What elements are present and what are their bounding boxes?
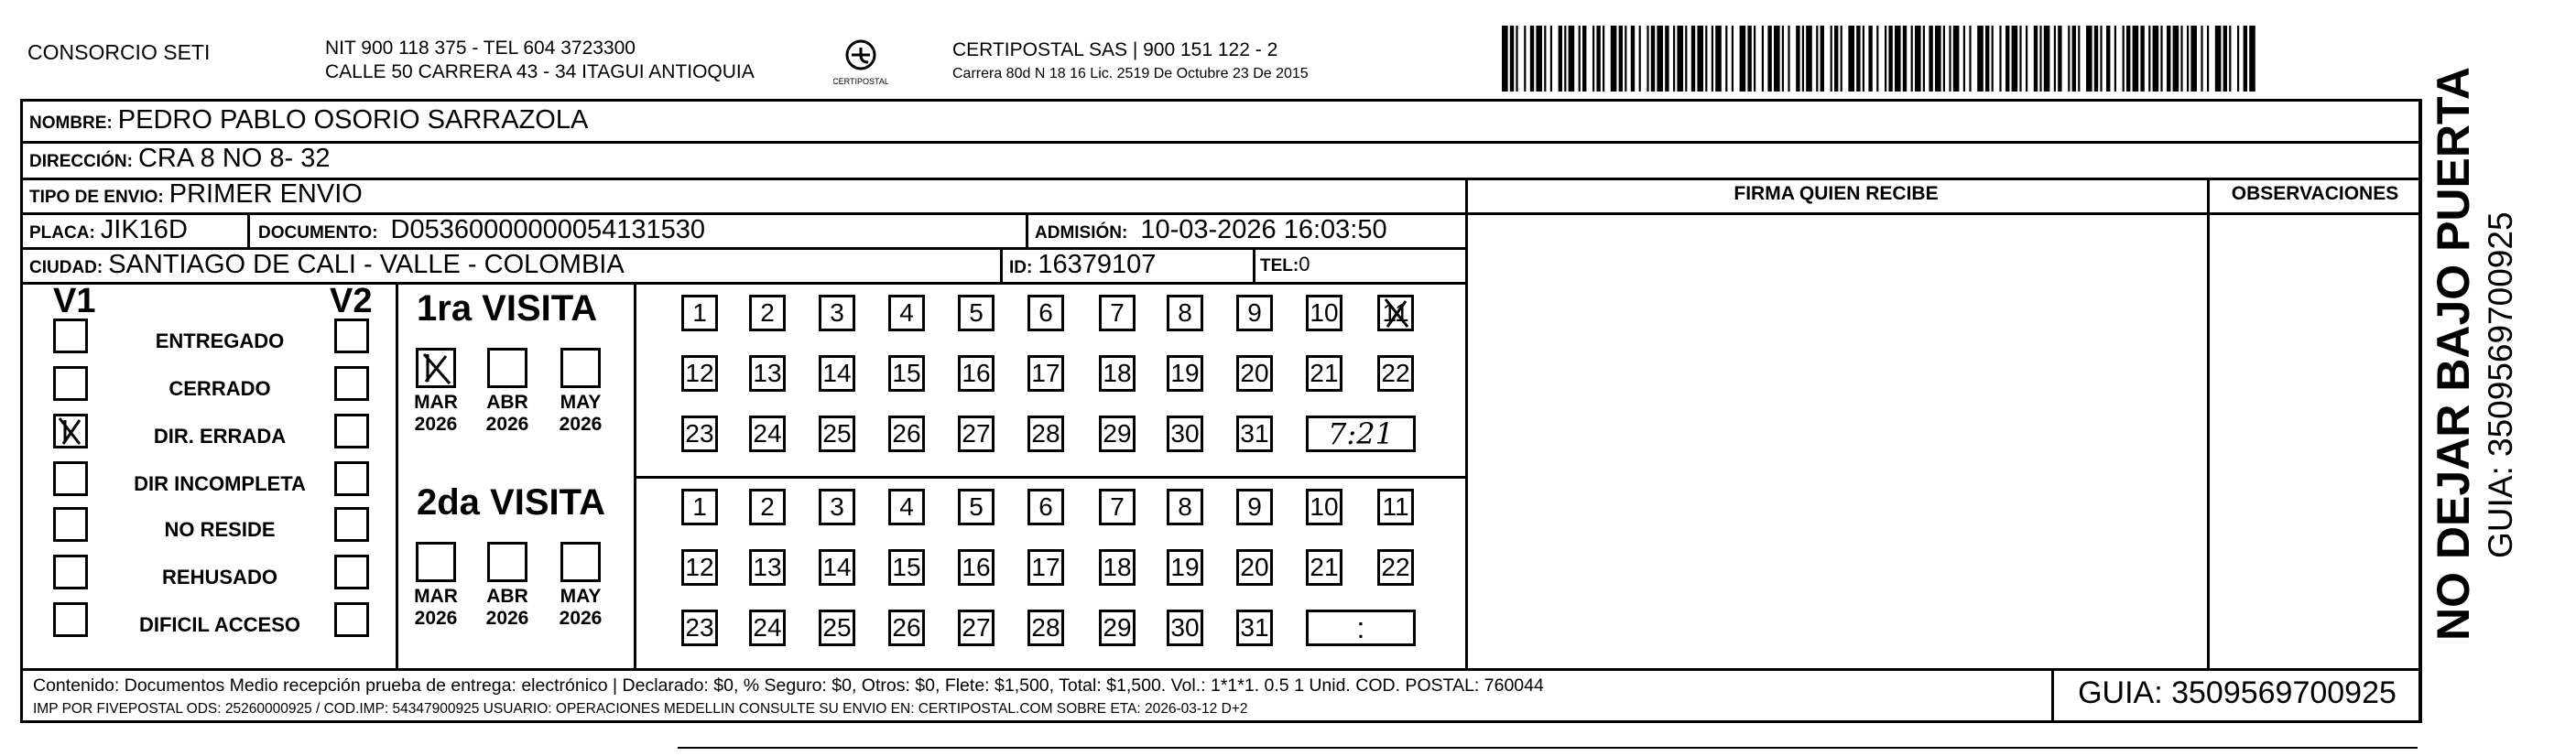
v1-header: V1 (53, 282, 96, 320)
day-number: 17 (1031, 553, 1060, 581)
certipostal-logo-icon (833, 37, 888, 88)
second-visit-day-box[interactable] (681, 610, 718, 646)
day-number: 2 (760, 298, 775, 327)
check-mark-icon (1380, 297, 1411, 329)
day-number: 13 (753, 553, 782, 581)
day-number: 4 (899, 298, 914, 327)
day-number: 8 (1178, 492, 1192, 521)
day-number: 30 (1170, 613, 1200, 642)
day-number: 25 (822, 613, 852, 642)
first-visit-day-box[interactable] (1377, 295, 1414, 331)
day-number: 1 (692, 492, 707, 521)
company-address: CALLE 50 CARRERA 43 - 34 ITAGUI ANTIOQUIA (325, 61, 755, 82)
second-visit-day-box[interactable] (749, 610, 786, 646)
day-number: 26 (892, 613, 921, 642)
first-visit-day-box[interactable] (1167, 295, 1203, 331)
status-label: ENTREGADO (155, 329, 285, 352)
day-number: 31 (1240, 419, 1269, 448)
day-number: 19 (1170, 359, 1200, 387)
first-visit-day-box[interactable] (681, 416, 718, 452)
status-label: DIR. ERRADA (153, 425, 287, 448)
first-visit-title: 1ra VISITA (417, 288, 598, 329)
day-number: 6 (1038, 492, 1053, 521)
first-visit-day-box[interactable] (958, 355, 995, 392)
check-mark-icon (418, 351, 453, 385)
day-number: 26 (892, 419, 921, 448)
day-number: 15 (892, 553, 921, 581)
day-number: 18 (1103, 553, 1132, 581)
day-number: 29 (1103, 419, 1132, 448)
second-visit-title: 2da VISITA (417, 482, 605, 523)
first-visit-time-field[interactable]: 7:21 (1306, 416, 1416, 452)
day-number: 12 (685, 359, 714, 387)
second-visit-day-box[interactable] (888, 610, 925, 646)
v2-checkbox[interactable] (334, 507, 369, 542)
day-number: 8 (1178, 298, 1192, 327)
first-visit-day-box[interactable] (819, 416, 855, 452)
second-visit-day-box[interactable] (1236, 489, 1273, 525)
day-number: 5 (969, 298, 984, 327)
first-visit-day-box[interactable] (888, 355, 925, 392)
second-visit-day-box[interactable] (1306, 549, 1342, 586)
second-visit-day-box[interactable] (1167, 610, 1203, 646)
day-number: 28 (1031, 613, 1060, 642)
content-line: Contenido: Documentos Medio recepción prueba de entrega: electrónico | Declarado: $0, % Seguro: $0, Otros: $0, Flete: $1,500, Total: $1,500. Vol.: 1*1*1. 0.5 1 Unid. COD. POSTAL: 760044 (33, 675, 1544, 696)
day-number: 6 (1038, 298, 1053, 327)
day-number: 3 (830, 492, 844, 521)
v2-checkbox[interactable] (334, 602, 369, 637)
day-number: 10 (1310, 492, 1339, 521)
first-visit-day-box[interactable] (681, 295, 718, 331)
first-visit-day-box[interactable] (1306, 295, 1342, 331)
second-visit-day-box[interactable] (958, 549, 995, 586)
day-number: 21 (1310, 553, 1339, 581)
v2-checkbox[interactable] (334, 461, 369, 496)
first-visit-day-box[interactable] (958, 295, 995, 331)
v2-checkbox[interactable] (334, 414, 369, 448)
imp-line: IMP POR FIVEPOSTAL ODS: 25260000925 / COD.IMP: 54347900925 USUARIO: OPERACIONES MEDELLIN CONSULTE SU ENVIO EN: CERTIPOSTAL.COM SOBRE ETA: 2026-03-12 D+2 (33, 701, 1248, 717)
second-visit-day-box[interactable] (681, 549, 718, 586)
second-visit-day-box[interactable] (1027, 489, 1064, 525)
recipient-address: CRA 8 NO 8- 32 (137, 144, 331, 173)
first-visit-day-box[interactable] (1027, 295, 1064, 331)
side-guide-number: GUIA: 3509569700925 (2482, 211, 2519, 558)
first-visit-day-box[interactable] (819, 355, 855, 392)
first-visit-day-box[interactable] (1306, 355, 1342, 392)
day-number: 24 (753, 419, 782, 448)
city-field: CIUDAD: SANTIAGO DE CALI - VALLE - COLOMBIA (29, 250, 625, 279)
day-number: 4 (899, 492, 914, 521)
v2-checkbox[interactable] (334, 555, 369, 589)
first-visit-day-box[interactable] (1099, 416, 1136, 452)
second-visit-day-box[interactable] (1377, 549, 1414, 586)
guide-number-box: GUIA: 3509569700925 (2078, 675, 2397, 710)
v1-checkbox[interactable] (53, 507, 88, 542)
day-number: 24 (753, 613, 782, 642)
recipient-name: PEDRO PABLO OSORIO SARRAZOLA (117, 105, 589, 135)
v2-checkbox[interactable] (334, 366, 369, 401)
status-label: NO RESIDE (164, 518, 276, 541)
second-visit-day-box[interactable] (1099, 489, 1136, 525)
first-visit-month-checkbox[interactable] (416, 348, 456, 388)
first-visit-day-box[interactable] (1236, 295, 1273, 331)
day-number: 10 (1310, 298, 1339, 327)
day-number: 23 (685, 613, 714, 642)
id-field: ID: 16379107 (1009, 250, 1157, 279)
month-label: MAR 2026 (414, 392, 458, 435)
address-row: DIRECCIÓN: CRA 8 NO 8- 32 (29, 144, 331, 173)
first-visit-day-box[interactable] (1099, 295, 1136, 331)
day-number: 29 (1103, 613, 1132, 642)
day-number: 12 (685, 553, 714, 581)
v1-checkbox[interactable] (53, 366, 88, 401)
second-visit-day-box[interactable] (819, 489, 855, 525)
plate-field: PLACA: JIK16D (29, 215, 188, 244)
first-visit-day-box[interactable] (1236, 355, 1273, 392)
second-visit-day-box[interactable] (749, 549, 786, 586)
second-visit-day-box[interactable] (1236, 549, 1273, 586)
day-number: 9 (1247, 492, 1262, 521)
day-number: 20 (1240, 553, 1269, 581)
first-visit-day-box[interactable] (1377, 355, 1414, 392)
first-visit-day-box[interactable] (749, 295, 786, 331)
day-number: 14 (822, 553, 852, 581)
v1-checkbox[interactable] (53, 602, 88, 637)
month-label: MAR 2026 (414, 586, 458, 629)
admission-field: ADMISIÓN: 10-03-2026 16:03:50 (1035, 215, 1387, 244)
first-visit-month-checkbox[interactable] (560, 348, 601, 388)
day-number: 11 (1382, 298, 1409, 327)
first-visit-day-box[interactable] (958, 416, 995, 452)
v1-checkbox[interactable] (53, 461, 88, 496)
second-visit-day-box[interactable] (888, 549, 925, 586)
day-number: 15 (892, 359, 921, 387)
second-visit-day-box[interactable] (1306, 489, 1342, 525)
name-row: NOMBRE: PEDRO PABLO OSORIO SARRAZOLA (29, 105, 589, 135)
second-visit-month-checkbox[interactable] (487, 542, 527, 582)
do-not-leave-under-door-warning: NO DEJAR BAJO PUERTA (2428, 67, 2479, 641)
day-number: 23 (685, 419, 714, 448)
second-visit-month-checkbox[interactable] (416, 542, 456, 582)
day-number: 7 (1110, 492, 1125, 521)
first-visit-day-box[interactable] (1027, 355, 1064, 392)
second-visit-day-box[interactable] (888, 489, 925, 525)
day-number: 25 (822, 419, 852, 448)
v2-header: V2 (330, 282, 373, 320)
day-number: 20 (1240, 359, 1269, 387)
day-number: 5 (969, 492, 984, 521)
status-label: REHUSADO (162, 566, 277, 589)
day-number: 31 (1240, 613, 1269, 642)
month-label: MAY 2026 (559, 392, 603, 435)
second-visit-day-box[interactable] (819, 610, 855, 646)
v1-checkbox[interactable] (53, 555, 88, 589)
courier-line: CERTIPOSTAL SAS | 900 151 122 - 2 (952, 39, 1278, 60)
second-visit-day-box[interactable] (1167, 489, 1203, 525)
second-visit-day-box[interactable] (1027, 549, 1064, 586)
tel-field: TEL:0 (1260, 253, 1310, 275)
second-visit-day-box[interactable] (1377, 489, 1414, 525)
day-number: 27 (962, 613, 991, 642)
month-label: ABR 2026 (485, 586, 529, 629)
day-number: 3 (830, 298, 844, 327)
first-visit-day-box[interactable] (888, 416, 925, 452)
status-label: DIR INCOMPLETA (134, 472, 306, 495)
first-visit-month-checkbox[interactable] (487, 348, 527, 388)
day-number: 17 (1031, 359, 1060, 387)
day-number: 7 (1110, 298, 1125, 327)
first-visit-day-box[interactable] (1236, 416, 1273, 452)
day-number: 2 (760, 492, 775, 521)
status-label: CERRADO (168, 377, 271, 400)
first-visit-day-box[interactable] (888, 295, 925, 331)
day-number: 18 (1103, 359, 1132, 387)
signature-column-header: FIRMA QUIEN RECIBE (1734, 183, 1939, 204)
month-label: MAY 2026 (559, 586, 603, 629)
second-visit-day-box[interactable] (681, 489, 718, 525)
second-visit-day-box[interactable] (1027, 610, 1064, 646)
first-visit-day-box[interactable] (1167, 416, 1203, 452)
day-number: 22 (1381, 553, 1410, 581)
second-visit-day-box[interactable] (1236, 610, 1273, 646)
status-label: DIFICIL ACCESO (138, 613, 300, 636)
day-number: 16 (962, 359, 991, 387)
license-line: Carrera 80d N 18 16 Lic. 2519 De Octubre 23 De 2015 (952, 66, 1309, 81)
v2-checkbox[interactable] (334, 319, 369, 353)
day-number: 28 (1031, 419, 1060, 448)
first-visit-day-box[interactable] (749, 355, 786, 392)
day-number: 1 (692, 298, 707, 327)
day-number: 16 (962, 553, 991, 581)
day-number: 19 (1170, 553, 1200, 581)
day-number: 14 (822, 359, 852, 387)
day-number: 27 (962, 419, 991, 448)
document-field: DOCUMENTO: D05360000000054131530 (258, 215, 706, 244)
first-visit-day-box[interactable] (1099, 355, 1136, 392)
first-visit-day-box[interactable] (819, 295, 855, 331)
logo-text: CERTIPOSTAL (833, 77, 888, 86)
observations-column-header: OBSERVACIONES (2231, 183, 2399, 204)
second-visit-day-box[interactable] (819, 549, 855, 586)
second-visit-day-box[interactable] (1099, 549, 1136, 586)
nit-line: NIT 900 118 375 - TEL 604 3723300 (325, 38, 636, 59)
check-mark-icon (56, 416, 85, 446)
day-number: 22 (1381, 359, 1410, 387)
shipping-row: TIPO DE ENVIO: PRIMER ENVIO (29, 179, 363, 209)
v1-checkbox[interactable] (53, 319, 88, 353)
day-number: 11 (1382, 492, 1409, 521)
second-visit-time-field[interactable]: : (1306, 610, 1416, 646)
day-number: 21 (1310, 359, 1339, 387)
day-number: 9 (1247, 298, 1262, 327)
first-visit-day-box[interactable] (681, 355, 718, 392)
first-visit-day-box[interactable] (749, 416, 786, 452)
day-number: 30 (1170, 419, 1200, 448)
second-visit-day-box[interactable] (958, 610, 995, 646)
second-visit-day-box[interactable] (1099, 610, 1136, 646)
first-visit-day-box[interactable] (1167, 355, 1203, 392)
second-visit-month-checkbox[interactable] (560, 542, 601, 582)
day-number: 13 (753, 359, 782, 387)
first-visit-day-box[interactable] (1027, 416, 1064, 452)
second-visit-day-box[interactable] (749, 489, 786, 525)
v1-checkbox[interactable] (53, 414, 88, 448)
shipping-type: PRIMER ENVIO (168, 179, 363, 209)
barcode (1502, 26, 2257, 92)
second-visit-day-box[interactable] (1167, 549, 1203, 586)
company-name: CONSORCIO SETI (27, 40, 211, 64)
second-visit-day-box[interactable] (958, 489, 995, 525)
month-label: ABR 2026 (485, 392, 529, 435)
